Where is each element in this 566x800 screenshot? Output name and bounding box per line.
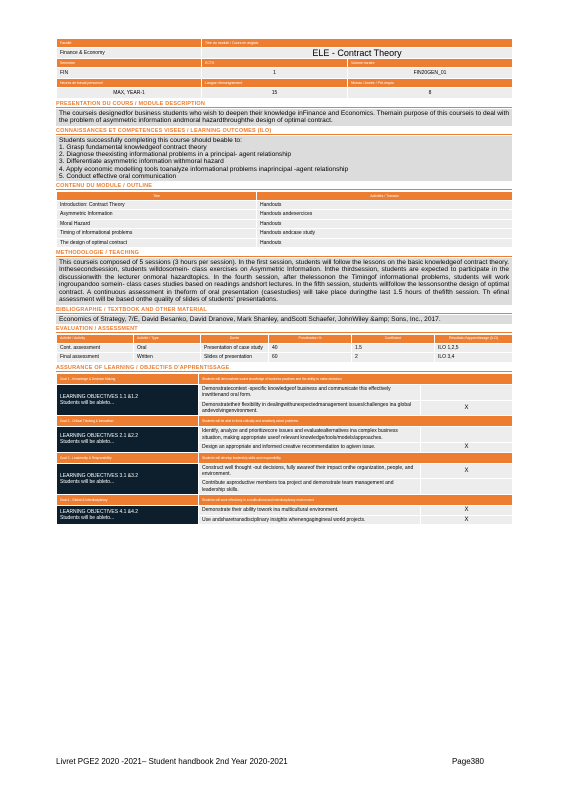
page-footer bbox=[56, 757, 484, 766]
eval-header-duration: Durée bbox=[201, 334, 269, 343]
header-level: Niveau / Année / Pré-requis bbox=[348, 79, 513, 88]
table-row: Contribute asproductive members toa project and demonstrate team management and leadership skills. bbox=[57, 479, 513, 495]
outcomes-box bbox=[56, 136, 512, 181]
section-outline-title: CONTENU DU MODULE / OUTLINE bbox=[56, 183, 512, 190]
table-row: Cont. assessment Oral Presentation of case study 40 1.5 ILO 1,2,5 bbox=[57, 343, 513, 352]
table-row: Use andsharetransdisciplinary insights whenengagingineal world projects. X bbox=[57, 515, 513, 524]
methodology-text: This courseis composed of 5 sessions (3 hours per session). In the first session, students will follow the lessons on the basic knowledgeof contract theory. Inthesecondsession, students willdosomein- class exercises on Asymmetric Information. Inthe thirdsession, students are expected to participate in the discussionwith the lecturer onmoral hazardtopics. In the fourth session, after thelessonon the Timingof informational problems, students will work ingroupandoo somein- class cases studies based on readings andshort lectures. In the fifth session, students willfollow the lessonsonthe design of optimal contract. A continuous assessment in theform of oral presentation (casestudies) will take place duringthe last 1.5 hours of thefifth session. Th efinal assessment will be based onthe quality of slides of students' presentations. bbox=[56, 258, 512, 304]
eval-header-coefficient: Coefficient bbox=[352, 334, 435, 343]
aol-objective-title: LEARNING OBJECTIVES 3.1 &3.2 bbox=[60, 472, 139, 479]
header-personal-work: Heures de travail personnel bbox=[57, 79, 202, 88]
table-row: LEARNING OBJECTIVES 4.1 &4.2 Students will be ableto... Demonstrate their ability towork ina multicultural environment. X bbox=[57, 506, 513, 515]
table-row: Asymmetric Information Handouts andexercices bbox=[57, 210, 513, 219]
course-level: MAX, YEAR-1 bbox=[57, 88, 202, 99]
table-row: LEARNING OBJECTIVES 1.1 &1.2 Students will be ableto... Demonstratecontext -specific knowledgeof business and communicate this effectively inwrittenand oral form. bbox=[57, 384, 513, 400]
aol-table bbox=[56, 373, 513, 525]
table-row: Design an appropriate and informed creative recommendation to agiven issue. X bbox=[57, 443, 513, 452]
header-title: Titre du module / Cours en anglais bbox=[202, 39, 513, 48]
presentation-text: The courseis designedfor business students who wish to deepen their knowledge inFinance and Economics. Themain purpose of this courseis to deal with the problem of asymmetric information andmoral hazardthroughthe design of optimal contract. bbox=[56, 109, 512, 126]
table-row: LEARNING OBJECTIVES 3.1 &3.2 Students will be ableto... Construct well thought -out decisions, fully awareof their impact onthe organization, people, and environment. X bbox=[57, 463, 513, 479]
eval-header-weight: Pondération % bbox=[269, 334, 352, 343]
course-info-table bbox=[56, 38, 513, 99]
section-bibliography-title: BIBLIOGRAPHIE / TEXTBOOK AND OTHER MATERIAL bbox=[56, 307, 512, 314]
outcome-item: 4. Apply economic modelling tools toanalyze informational problems inaprincipal -agent relationship bbox=[59, 165, 349, 173]
course-contact: 8 bbox=[348, 88, 513, 99]
outcome-item: 2. Diagnose theexisting informational problems in a principal- agent relationship bbox=[59, 151, 292, 159]
table-row: LEARNING OBJECTIVES 2.1 &2.2 Students will be ableto... Identify, analyze and prioritizecore issues and evaluatealternatives ina complex business situation, making appropriate useof relevant knowledge/tools/models/approaches. bbox=[57, 427, 513, 443]
header-language: Langue d'enseignement bbox=[202, 79, 348, 88]
section-outcomes-title: CONNAISSANCES ET COMPETENCES VISEES / LEARNING OUTCOMES (ILO) bbox=[56, 128, 512, 135]
header-semester: Semestre bbox=[57, 59, 202, 68]
course-title: ELE - Contract Theory bbox=[202, 48, 513, 59]
header-ects: ECTS bbox=[202, 59, 348, 68]
aol-goal-header: Goal 1 - Knowledge & Decision Making Students will demonstrate sound knowledge of business practices and the ability to make decisions bbox=[57, 373, 513, 384]
outcome-item: 5. Conduct effective oral communication bbox=[59, 172, 177, 180]
table-row: Moral Hazard Handouts bbox=[57, 219, 513, 228]
outcome-item: 1. Grasp fundamental knowledgeof contract theory bbox=[59, 144, 207, 152]
footer-page-number: Page380 bbox=[451, 757, 484, 766]
aol-objective-title: LEARNING OBJECTIVES 2.1 &2.2 bbox=[60, 433, 139, 440]
aol-objective-title: LEARNING OBJECTIVES 1.1 &1.2 bbox=[60, 394, 139, 401]
table-row: Introduction: Contract Theory Handouts bbox=[57, 201, 513, 210]
aol-goal-header: Goal 2 - Critical Thinking & Innovation Students will be able to think critically and creatively about problems bbox=[57, 416, 513, 427]
table-row: The design of optimal contract Handouts bbox=[57, 238, 513, 247]
bibliography-text: Economics of Strategy, 7/E, David Besanko, David Dranove, Mark Shanley, andScott Schaefer, JohnWiley &amp; Sons, Inc., 2017. bbox=[56, 315, 512, 324]
outline-header-title: Titre bbox=[57, 192, 257, 201]
aol-goal-header: Goal 3 - Leadership & Responsibility Students will develop leadership skills and responsibility bbox=[57, 452, 513, 463]
course-faculty: Finance & Economy bbox=[57, 48, 202, 59]
aol-goal-header: Goal 4 - Global & Interdisciplinary Students will work effectively in a multicultural and interdisciplinary environment bbox=[57, 495, 513, 506]
evaluation-table bbox=[56, 334, 513, 363]
outcome-item: 3. Differentiate asymmetric information withmoral hazard bbox=[59, 158, 224, 166]
outline-header-activity: Activités / Travaux bbox=[257, 192, 513, 201]
eval-header-type: Activité / Type bbox=[134, 334, 201, 343]
course-page bbox=[56, 38, 512, 525]
table-row: Timing of informational problems Handouts andcase study bbox=[57, 229, 513, 238]
outcomes-intro: Students successfully completing this course should beable to: bbox=[59, 136, 242, 144]
aol-objective-title: LEARNING OBJECTIVES 4.1 &4.2 bbox=[60, 509, 139, 516]
section-presentation-title: PRESENTATION DU COURS / MODULE DESCRIPTION bbox=[56, 101, 512, 108]
course-semester: FIN bbox=[57, 68, 202, 79]
section-methodology-title: METHODOLOGIE / TEACHING bbox=[56, 250, 512, 257]
header-hours: Volume horaire bbox=[348, 59, 513, 68]
eval-header-activity: Activité / Activity bbox=[57, 334, 134, 343]
course-hours: 15 bbox=[202, 88, 348, 99]
header-faculty: Faculté bbox=[57, 39, 202, 48]
table-row: Demonstratetheir flexibility in dealingwithunexpectedmanagement issues/challenges ina global andevolvingenvironment. X bbox=[57, 400, 513, 416]
course-ects: 1 bbox=[202, 68, 348, 79]
table-row: Final assessment Written Slides of presentation 60 2 ILO 3,4 bbox=[57, 353, 513, 362]
section-assurance-title: ASSURANCE OF LEARNING / OBJECTIFS D'APPRENTISSAGE bbox=[56, 365, 512, 372]
footer-handbook-title: Livret PGE2 2020 -2021– Student handbook 2nd Year 2020-2021 bbox=[56, 757, 288, 766]
outline-table bbox=[56, 191, 513, 248]
section-evaluation-title: EVALUATION / ASSESSMENT bbox=[56, 326, 512, 333]
course-code: FIN20GEN_01 bbox=[348, 68, 513, 79]
eval-header-ilo: Résultats d'apprentissage (ILO) bbox=[435, 334, 513, 343]
